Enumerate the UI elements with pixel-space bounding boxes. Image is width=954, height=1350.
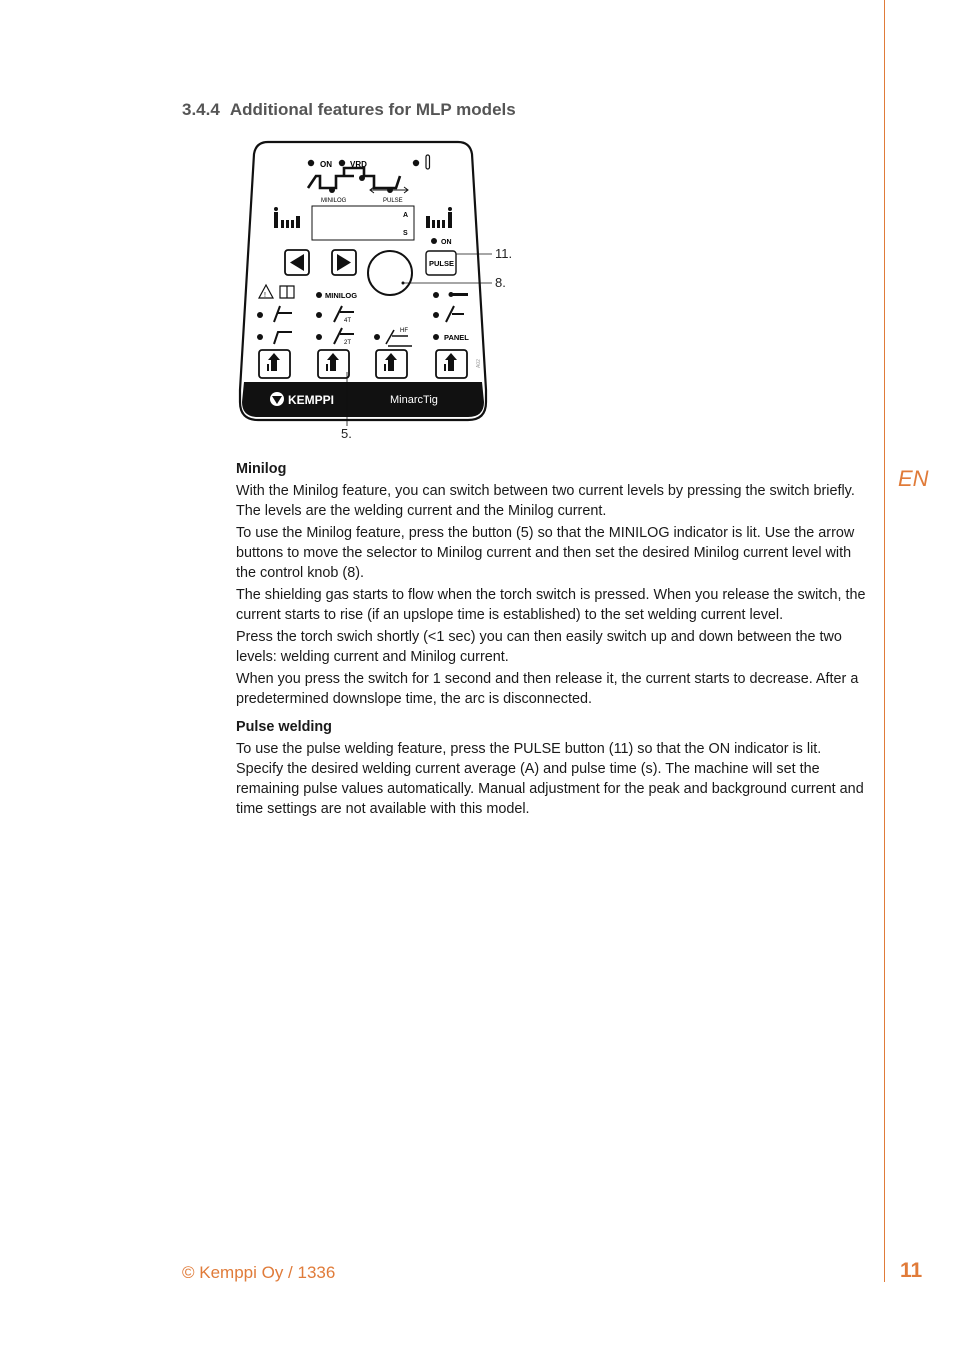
- 4t-label: 4T: [344, 318, 352, 324]
- body-text: [236, 459, 868, 821]
- unit-s: S: [403, 230, 408, 237]
- pulse-heading: Pulse welding: [236, 719, 332, 735]
- copyright: © Kemppi Oy / 1336: [182, 1263, 336, 1282]
- model-label: MinarcTig: [390, 394, 438, 406]
- section-title: Additional features for MLP models: [229, 100, 516, 119]
- page-number: 11: [900, 1259, 923, 1282]
- panel-label: PANEL: [444, 333, 469, 342]
- callout-11: 11.: [495, 246, 513, 261]
- pulse-small-label: PULSE: [383, 198, 403, 204]
- minilog-paragraph: With the Minilog feature, you can switch between two current levels by pressing the switch briefly. The levels are the welding current and the Minilog current.: [236, 483, 855, 519]
- minilog-small-label: MINILOG: [321, 198, 347, 204]
- minilog-paragraph: When you press the switch for 1 second and then release it, the current starts to decrease. After a predetermined downslope time, the arc is disconnected.: [236, 671, 859, 707]
- callout-leaders: [0, 0, 954, 460]
- pulse-button-label: PULSE: [429, 259, 455, 268]
- pulse-paragraph: To use the pulse welding feature, press the PULSE button (11) so that the ON indicator is lit. Specify the desired welding current average (A) and pulse time (s). The machine will set the remaining pulse values automatically. Manual adjustment for the peak and background current and time settings are not available with this model.: [236, 741, 864, 817]
- callout-8: 8.: [495, 275, 506, 290]
- vrd-label: VRD: [350, 160, 367, 169]
- callout-5: 5.: [341, 426, 352, 441]
- hf-label: HF: [400, 328, 408, 334]
- 2t-label: 2T: [344, 340, 352, 346]
- minilog-label: MINILOG: [325, 291, 358, 300]
- svg-text:!: !: [264, 292, 266, 299]
- language-tab: EN: [898, 466, 929, 491]
- on-label: ON: [320, 160, 332, 169]
- minilog-heading: Minilog: [236, 461, 287, 477]
- pulse-on-label: ON: [441, 239, 452, 246]
- unit-a: A: [403, 212, 409, 219]
- minilog-paragraph: To use the Minilog feature, press the button (5) so that the MINILOG indicator is lit. Use the arrow buttons to move the selector to Minilog current and then set the desired Minilog current level with the control knob (8).: [236, 525, 855, 581]
- minilog-paragraph: Press the torch swich shortly (<1 sec) you can then easily switch up and down between the two levels: welding current and Minilog current.: [236, 629, 842, 665]
- minilog-paragraph: The shielding gas starts to flow when the torch switch is pressed. When you release the switch, the current starts to rise (if an upslope time is established) to the set welding current level.: [236, 587, 866, 623]
- brand-label: KEMPPI: [288, 393, 335, 407]
- panel-code: A02: [476, 359, 482, 368]
- section-number: 3.4.4: [182, 100, 220, 119]
